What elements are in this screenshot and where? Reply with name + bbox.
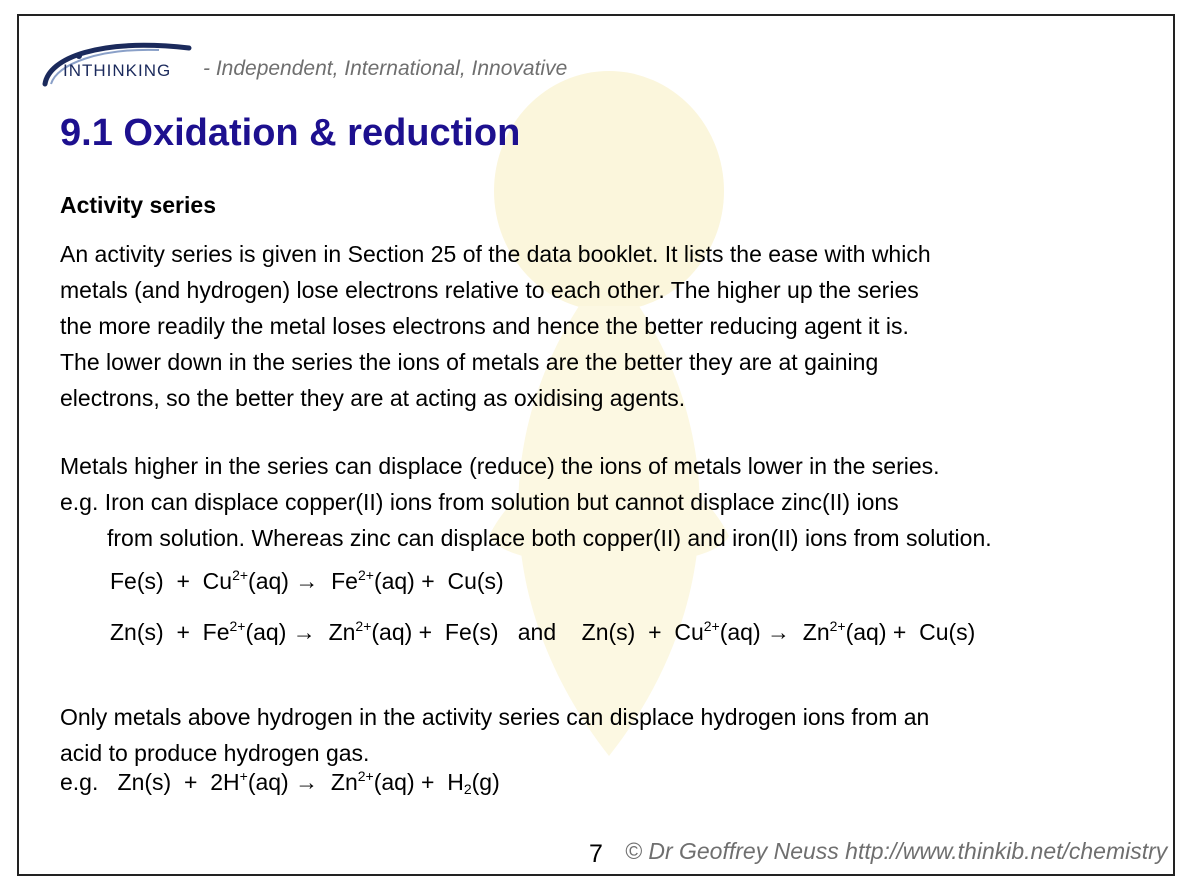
tagline: - Independent, International, Innovative bbox=[203, 57, 568, 80]
activity-series-paragraph bbox=[60, 236, 931, 416]
inthinking-logo bbox=[39, 28, 599, 88]
text-line: An activity series is given in Section 25 of the data booklet. It lists the ease with which bbox=[60, 241, 931, 267]
equation-iron-copper: $Fe(s) + Cu^{2+}(aq) \to Fe^{2+}(aq) + Cu(s)$ bbox=[110, 567, 504, 594]
text-line: Metals higher in the series can displace (reduce) the ions of metals lower in the series. bbox=[60, 453, 940, 479]
text-line: e.g. Iron can displace copper(II) ions from solution but cannot displace zinc(II) ions bbox=[60, 489, 899, 515]
displacement-paragraph bbox=[60, 448, 992, 556]
page-title: 9.1 Oxidation & reduction bbox=[60, 112, 521, 154]
page-number: 7 bbox=[589, 840, 603, 868]
equation-zinc-displacements: $Zn(s) + Fe^{2+}(aq) \to Zn^{2+}(aq) + Fe(s)$ and $Zn(s) + Cu^{2+}(aq) \to Zn^{2+}(aq) + Cu(s)$ bbox=[110, 618, 976, 645]
hydrogen-displacement-paragraph bbox=[60, 699, 929, 771]
logo-text: INTHINKING bbox=[63, 61, 172, 80]
footer-credit: © Dr Geoffrey Neuss http://www.thinkib.net/chemistry bbox=[625, 838, 1168, 864]
text-line: electrons, so the better they are at acting as oxidising agents. bbox=[60, 385, 686, 411]
equation-zinc-acid: e.g. $Zn(s) + 2H^+(aq) \to Zn^{2+}(aq) + H_2(g)$ bbox=[60, 768, 500, 797]
section-heading: Activity series bbox=[60, 192, 216, 218]
slide bbox=[17, 14, 1175, 876]
text-line: from solution. Whereas zinc can displace both copper(II) and iron(II) ions from solution. bbox=[107, 525, 992, 551]
text-line: Only metals above hydrogen in the activity series can displace hydrogen ions from an bbox=[60, 704, 930, 730]
text-line: acid to produce hydrogen gas. bbox=[60, 740, 370, 766]
text-line: metals (and hydrogen) lose electrons relative to each other. The higher up the series bbox=[60, 277, 919, 303]
text-line: The lower down in the series the ions of metals are the better they are at gaining bbox=[60, 349, 879, 375]
text-line: the more readily the metal loses electrons and hence the better reducing agent it is. bbox=[60, 313, 909, 339]
